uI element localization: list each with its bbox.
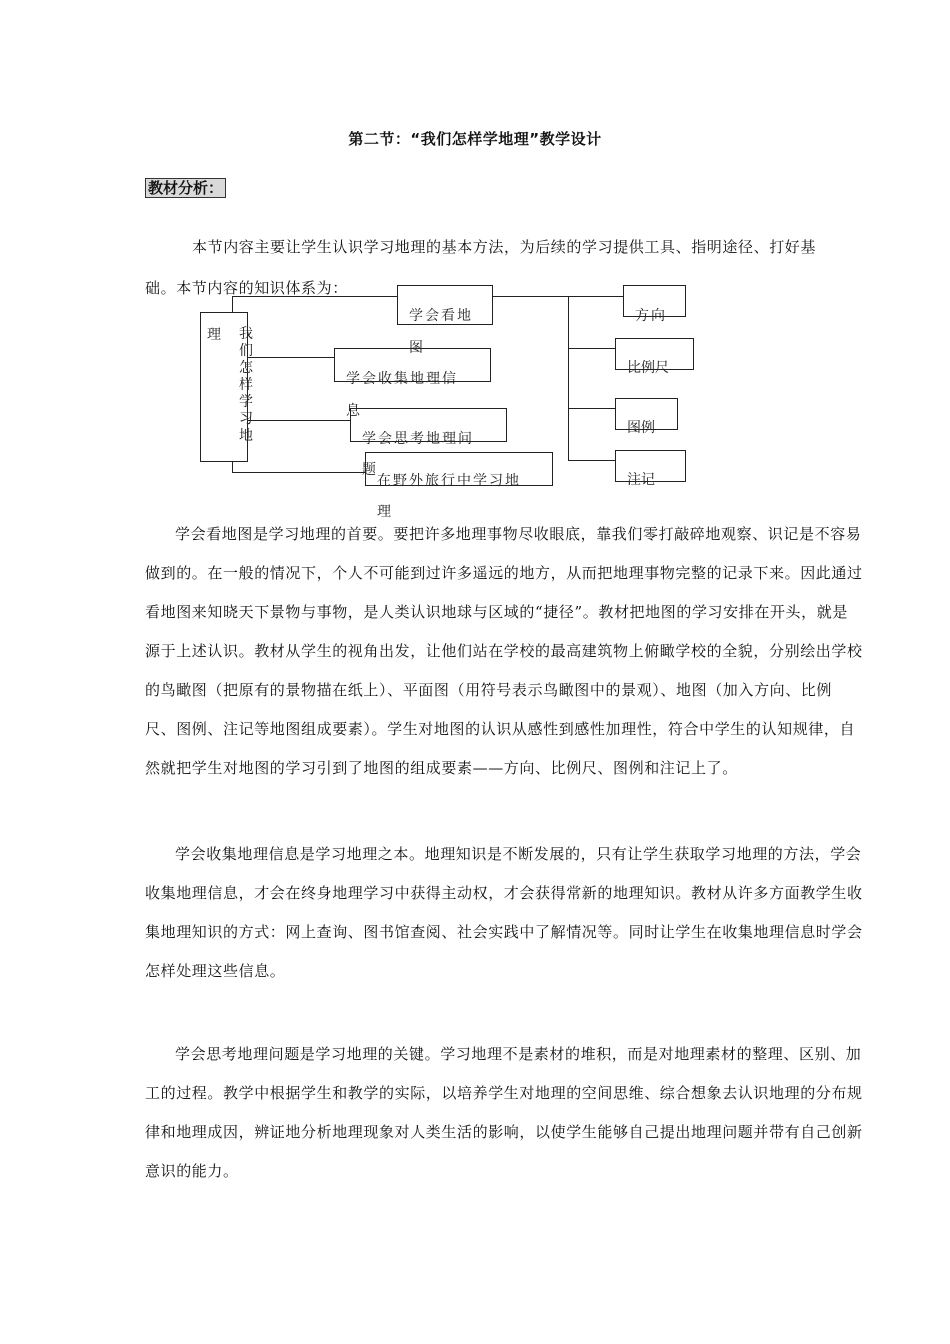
connector: [232, 462, 233, 472]
branch-label: 息: [346, 403, 362, 419]
branch-label: 学会思考地理问: [362, 431, 474, 447]
connector: [232, 296, 233, 312]
section-heading: 教材分析：: [145, 178, 226, 198]
connector: [248, 420, 350, 421]
branch-label: 图: [409, 340, 425, 356]
branch-label: 理: [377, 504, 393, 520]
intro-line-1: 本节内容主要让学生认识学习地理的基本方法，为后续的学习提供工具、指明途径、打好基: [192, 238, 817, 256]
map-element-label: 方向: [635, 308, 667, 324]
paragraph-think-questions: 学会思考地理问题是学习地理的关键。学习地理不是素材的堆积，而是对地理素材的整理、区别、加工的过程。教学中根据学生和教学的实际，以培养学生对地理的空间思维、综合想象去认识地理的分布规律和地理成因，辨证地分析地理现象对人类生活的影响，以使学生能够自己提出地理问题并带有自己创新意识的能力。: [145, 1045, 863, 1180]
connector: [568, 460, 615, 461]
intro-line-2: 础。本节内容的知识体系为：: [145, 279, 348, 297]
connector: [232, 296, 397, 297]
page-title: 第二节：“我们怎样学地理”教学设计: [348, 130, 602, 148]
connector: [493, 296, 623, 297]
paragraph-collect-info: 学会收集地理信息是学习地理之本。地理知识是不断发展的，只有让学生获取学习地理的方法，学会收集地理信息，才会在终身地理学习中获得主动权，才会获得常新的地理知识。教材从许多方面教学生收集地理知识的方式：网上查询、图书馆查阅、社会实践中了解情况等。同时让学生在收集地理信息时学会怎样处理这些信息。: [145, 845, 863, 980]
branch-label: 学会收集地理信: [346, 371, 458, 387]
connector: [568, 296, 569, 460]
connector: [568, 408, 615, 409]
map-element-label: 图例: [627, 420, 655, 436]
branch-label: 题: [362, 462, 378, 478]
map-element-label: 注记: [627, 472, 655, 488]
map-element-label: 比例尺: [627, 360, 669, 376]
connector: [232, 472, 365, 473]
branch-label: 在野外旅行中学习地: [377, 473, 521, 489]
branch-label: 学会看地: [409, 308, 473, 324]
diagram-root-left-label: 理: [207, 327, 223, 343]
paragraph-read-map: 学会看地图是学习地理的首要。要把许多地理事物尽收眼底，靠我们零打敲碎地观察、识记是不容易做到的。在一般的情况下，个人不可能到过许多遥远的地方，从而把地理事物完整的记录下来。因此通过看地图来知晓天下景物与事物，是人类认识地球与区域的“捷径”。教材把地图的学习安排在开头，就是源于上述认识。教材从学生的视角出发，让他们站在学校的最高建筑物上俯瞰学校的全貌，分别绘出学校的鸟瞰图（把原有的景物描在纸上）、平面图（用符号表示鸟瞰图中的景观）、地图（加入方向、比例尺、图例、注记等地图组成要素）。学生对地图的认识从感性到感性加理性，符合中学生的认知规律，自然就把学生对地图的学习引到了地图的组成要素——方向、比例尺、图例和注记上了。: [145, 525, 863, 777]
connector: [248, 357, 334, 358]
connector: [568, 348, 615, 349]
diagram-root-vertical-label: 我们怎样学习地: [239, 326, 253, 444]
